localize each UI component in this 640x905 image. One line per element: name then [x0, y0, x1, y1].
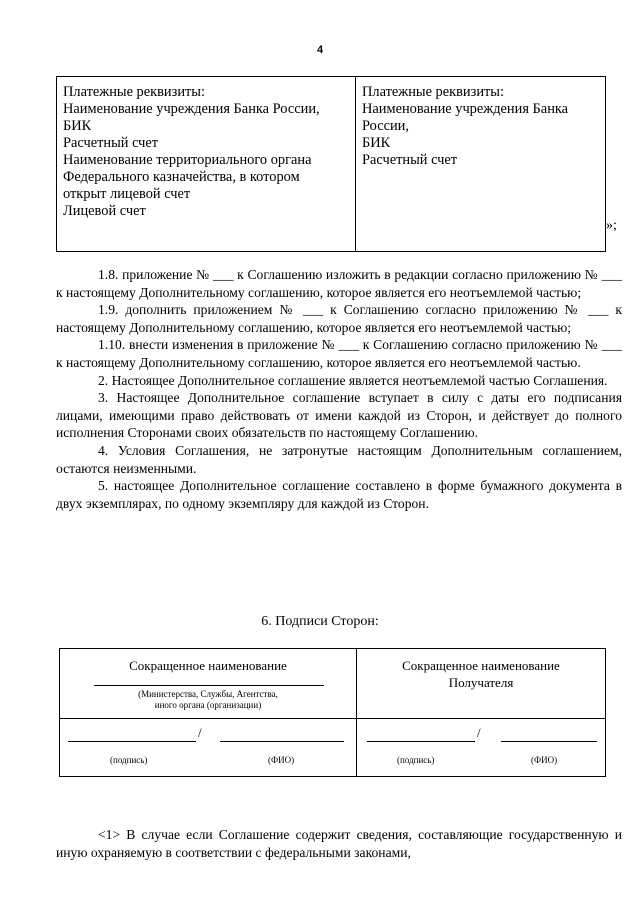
- clause-1-9: 1.9. дополнить приложением № ___ к Соглашению согласно приложению № ___ к настоящему Дополнительному соглашению, которое является его неотъемлемой частью;: [56, 302, 622, 335]
- provider-signature-label: (подпись): [110, 755, 148, 765]
- treasury-body-label: Наименование территориального органа: [63, 152, 312, 168]
- provider-signature-line: [68, 741, 196, 742]
- settlement-account-label: Расчетный счет: [362, 152, 458, 168]
- recipient-fullname-line: [501, 741, 597, 742]
- clause-3: 3. Настоящее Дополнительное соглашение вступает в силу с даты его подписания лицами, имеющими право действовать от имени каждой из Сторон, и действует до полного исполнения Сторонами своих обязательств по настоящему Соглашению.: [56, 390, 622, 441]
- recipient-payment-details: [356, 77, 606, 252]
- clause-4: 4. Условия Соглашения, не затронутые настоящим Дополнительным соглашением, остаются неизменными.: [56, 442, 622, 476]
- treasury-body-label-end: открыт лицевой счет: [63, 186, 191, 202]
- page-number: 4: [316, 44, 324, 56]
- slash: /: [198, 725, 202, 740]
- bank-name-label: Наименование учреждения Банка: [362, 101, 569, 117]
- recipient-short-name-line1: Сокращенное наименование: [402, 658, 560, 673]
- clause-1-8: 1.8. приложение № ___ к Соглашению изложить в редакции согласно приложению № ___ к настоящему Дополнительному соглашению, которое является его неотъемлемой частью;: [56, 267, 622, 300]
- provider-name-line: [94, 685, 324, 686]
- provider-fullname-label: (ФИО): [268, 755, 295, 765]
- closing-quote: »;: [606, 218, 617, 233]
- personal-account-label: Лицевой счет: [63, 203, 146, 219]
- recipient-fullname-label: (ФИО): [531, 755, 558, 765]
- provider-payment-details: [57, 77, 356, 252]
- bank-name-label-cont: России,: [362, 118, 409, 134]
- provider-short-name-label: Сокращенное наименование: [129, 658, 287, 673]
- slash: /: [477, 725, 481, 740]
- footnote: <1> В случае если Соглашение содержит сведения, составляющие государственную и иную охраняемую в соответствии с федеральными законами,: [56, 827, 622, 860]
- clause-2: 2. Настоящее Дополнительное соглашение является неотъемлемой частью Соглашения.: [98, 372, 608, 388]
- settlement-account-label: Расчетный счет: [63, 135, 159, 151]
- provider-name-hint-line2: иного органа (организации): [154, 700, 262, 710]
- recipient-name-cell: [357, 649, 606, 719]
- payment-details-table: [56, 76, 606, 252]
- agreement-body: [56, 266, 622, 512]
- payment-details-heading: Платежные реквизиты:: [362, 84, 504, 100]
- provider-fullname-line: [220, 741, 344, 742]
- treasury-body-label-cont: Федерального казначейства, в котором: [63, 169, 300, 185]
- clause-1-10: 1.10. внести изменения в приложение № ___ к Соглашению согласно приложению № ___ к настоящему Дополнительному соглашению, которое является его неотъемлемой частью.: [56, 337, 622, 370]
- provider-signature-cell: [60, 719, 357, 777]
- provider-name-hint-line1: (Министерства, Службы, Агентства,: [138, 689, 278, 699]
- recipient-signature-line: [367, 741, 475, 742]
- signature-table: [59, 648, 606, 777]
- clause-5: 5. настоящее Дополнительное соглашение составлено в форме бумажного документа в двух экземплярах, по одному экземпляру для каждой из Сторон.: [56, 478, 622, 511]
- recipient-signature-label: (подпись): [397, 755, 435, 765]
- bik-label: БИК: [63, 118, 92, 134]
- recipient-short-name-line2: Получателя: [448, 675, 514, 690]
- recipient-signature-cell: [357, 719, 606, 777]
- signatures-heading: 6. Подписи Сторон:: [261, 614, 379, 629]
- bik-label: БИК: [362, 135, 391, 151]
- bank-name-label: Наименование учреждения Банка России,: [63, 101, 320, 117]
- provider-name-hint: [60, 689, 356, 711]
- provider-name-cell: [60, 649, 357, 719]
- payment-details-heading: Платежные реквизиты:: [63, 84, 205, 100]
- recipient-short-name-label: [357, 657, 605, 691]
